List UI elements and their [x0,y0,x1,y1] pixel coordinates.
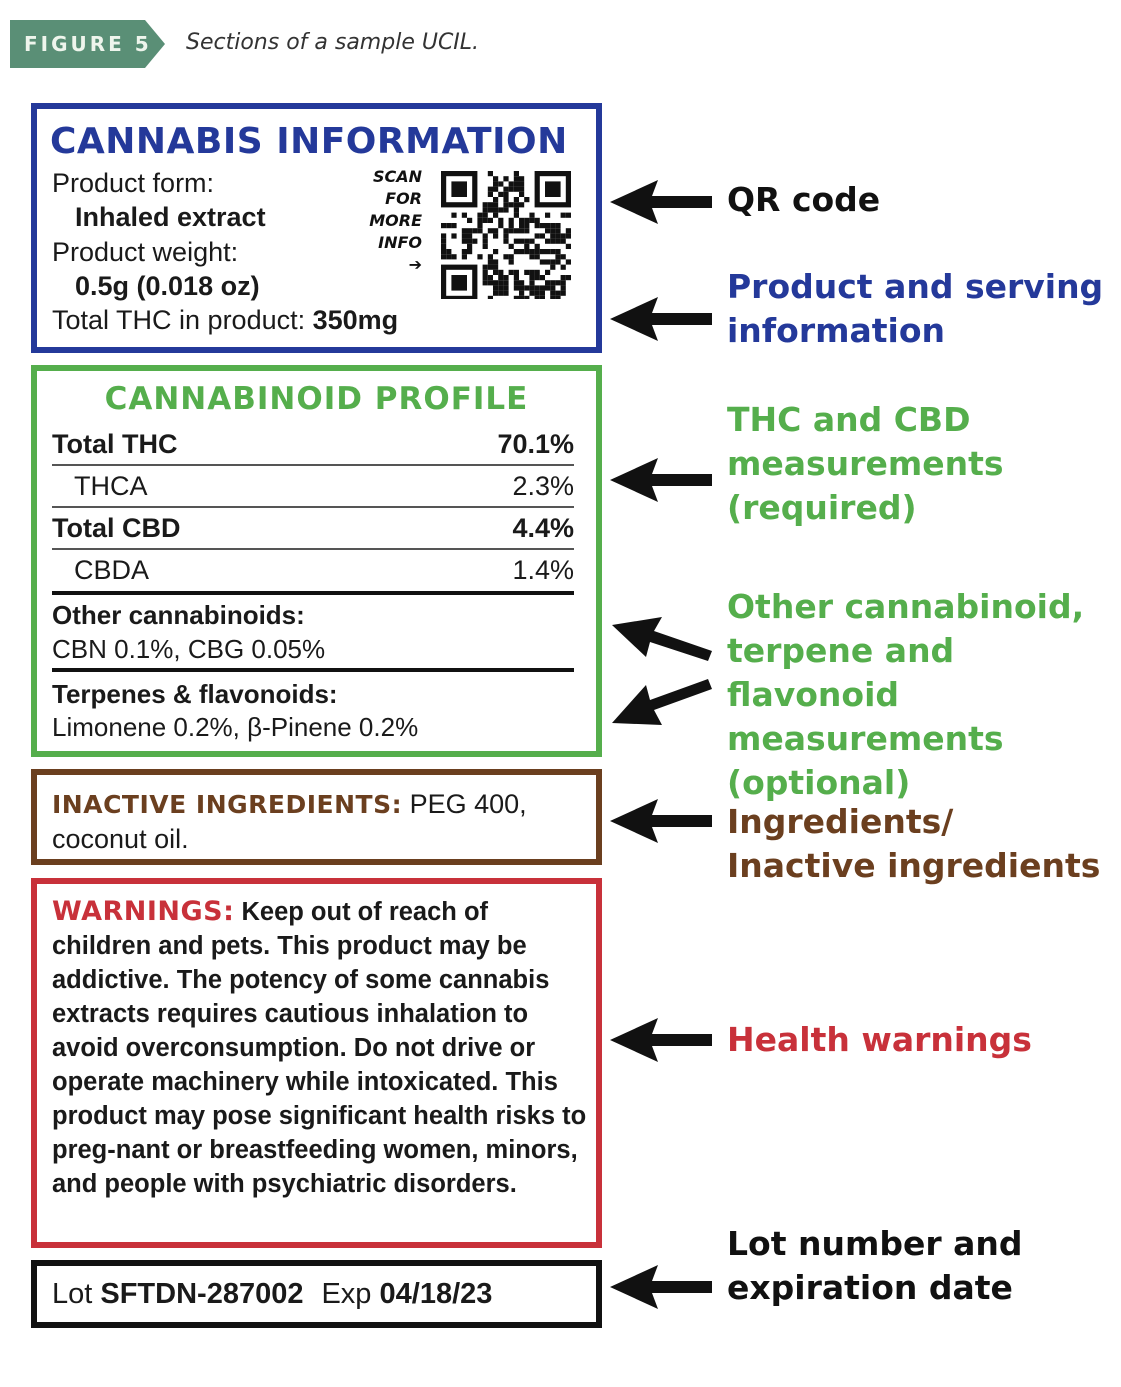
section-divider [52,668,574,672]
label-thc-cbd [727,398,1004,530]
label-line: THC and CBD [727,400,971,439]
row-name: THCA [74,471,148,501]
row-divider [52,506,574,508]
product-weight-label: Product weight: [52,237,239,267]
label-lot-expiration [727,1222,1023,1310]
label-line: information [727,311,946,350]
table-row [52,555,574,589]
cannabinoid-profile-title: CANNABINOID PROFILE [104,381,529,417]
scan-line-3: MORE [369,211,422,230]
left-arrow-icon [610,1018,720,1062]
figure-caption: Sections of a sample UCIL. [186,30,480,55]
row-value: 1.4% [512,555,574,585]
label-line: Other cannabinoid, [727,587,1085,626]
scan-line-4: INFO [378,233,422,252]
other-cannabinoids-label: Other cannabinoids: [52,600,305,630]
label-line: Product and serving [727,267,1104,306]
label-health-warnings: Health warnings [727,1020,1032,1059]
label-line: terpene and flavonoid [727,631,955,714]
row-value: 4.4% [512,513,574,543]
table-row [52,429,574,463]
row-divider [52,548,574,550]
left-arrow-icon [610,180,720,224]
row-name: Total THC [52,429,178,459]
figure-tag: FIGURE 5 [24,32,152,56]
other-cannabinoids-value: CBN 0.1%, CBG 0.05% [52,634,326,664]
warnings-label: WARNINGS: [52,896,235,927]
label-line: Lot number and [727,1224,1023,1263]
product-form-label: Product form: [52,168,215,198]
left-arrow-icon [610,458,720,502]
label-line: (required) [727,488,917,527]
product-weight-value: 0.5g (0.018 oz) [75,271,260,301]
inactive-ingredients-text [52,787,592,856]
lot-line [52,1278,492,1311]
total-thc-value: 350mg [312,305,399,335]
scan-arrow-icon: ➔ [408,255,422,274]
warnings-value: Keep out of reach of children and pets. This product may be addictive. The potency of some cannabis extracts requires cautious inhalation to avoid overconsumption. Do not drive or operate machinery while intoxicated. This product may pose significant health risks to preg-nant or breastfeeding women, minors, and people with psychiatric disorders. [52,898,587,1198]
terpenes-value: Limonene 0.2%, β-Pinene 0.2% [52,712,419,742]
row-name: Total CBD [52,513,181,543]
inactive-ingredients-value: PEG 400, coconut oil. [52,789,527,854]
label-line: Ingredients/ [727,802,954,841]
down-left-arrow-icon [610,675,720,727]
qr-code-icon [441,171,571,299]
inactive-ingredients-label: INACTIVE INGREDIENTS: [52,790,403,819]
scan-line-2: FOR [385,189,422,208]
label-other-measurements [727,585,1121,805]
section-divider [52,591,574,595]
total-thc-in-product [52,305,398,336]
label-line: expiration date [727,1268,1013,1307]
terpenes-label: Terpenes & flavonoids: [52,679,338,709]
lot-number: SFTDN-287002 [100,1278,304,1310]
left-arrow-icon [610,297,720,341]
exp-label: Exp [321,1278,380,1310]
label-product-serving [727,265,1103,353]
label-line: (optional) [727,763,911,802]
scan-for-more-info [356,166,422,276]
table-row [52,513,574,547]
left-arrow-icon [610,799,720,843]
label-line: measurements [727,444,1004,483]
warnings-text [52,895,592,1201]
label-line: Inactive ingredients [727,846,1101,885]
cannabis-information-title: CANNABIS INFORMATION [50,121,568,162]
label-qr-code: QR code [727,180,881,219]
row-value: 2.3% [512,471,574,501]
lot-label: Lot [52,1278,101,1310]
product-form-value: Inhaled extract [75,202,266,232]
table-row [52,471,574,505]
row-value: 70.1% [497,429,574,459]
scan-line-1: SCAN [372,167,422,186]
label-line: measurements [727,719,1004,758]
exp-date: 04/18/23 [379,1278,493,1310]
row-name: CBDA [74,555,150,585]
left-arrow-icon [610,1265,720,1309]
row-divider [52,464,574,466]
total-thc-label: Total THC in product: [52,305,313,335]
up-left-arrow-icon [610,615,720,667]
label-ingredients [727,800,1100,888]
